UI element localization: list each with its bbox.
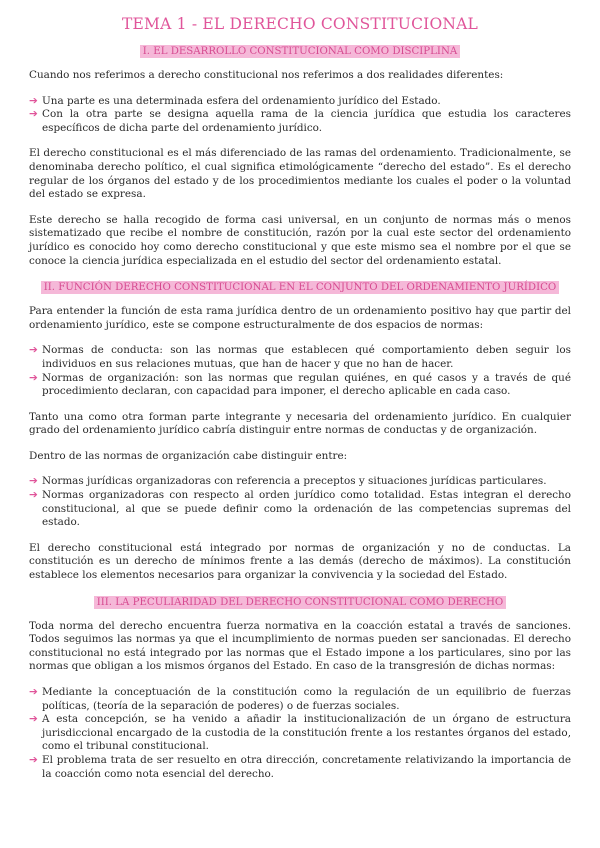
document-title: TEMA 1 - EL DERECHO CONSTITUCIONAL	[121, 15, 479, 33]
list-item: ➔ El problema trata de ser resuelto en otra dirección, concretamente relativizando la importancia de la coacción como nota esencial del derecho.	[29, 753, 571, 780]
arrow-icon: ➔	[29, 475, 38, 488]
arrow-icon: ➔	[29, 371, 38, 384]
list-item: ➔ A esta concepción, se ha venido a añadir la institucionalización de un órgano de estructura jurisdiccional encargado de la custodia de la constitución frente a los restantes órganos del estado, como el tribunal constitucional.	[29, 713, 571, 753]
arrow-icon: ➔	[29, 753, 38, 766]
paragraph: Este derecho se halla recogido de forma casi universal, en un conjunto de normas más o menos sistematizado que recibe el nombre de constitución, razón por la cual este sector del ordenamiento jurídico es conocido hoy como derecho constitucional y que este mismo sea el nombre por el que se conoce la ciencia jurídica especializada en el estudio del sector del ordenamiento estatal.	[29, 213, 571, 267]
section-heading-2: II. FUNCIÓN DERECHO CONSTITUCIONAL EN EL CONJUNTO DEL ORDENAMIENTO JURÍDICO	[29, 280, 571, 295]
paragraph: Dentro de las normas de organización cabe distinguir entre:	[29, 449, 348, 462]
bullet-list	[29, 95, 571, 136]
bullet-list	[29, 686, 571, 781]
arrow-icon: ➔	[29, 713, 38, 726]
list-item: ➔ Mediante la conceptuación de la constitución como la regulación de un equilibrio de fuerzas políticas, (teoría de la separación de poderes) o de fuerzas sociales.	[29, 686, 571, 712]
list-item: ➔ Una parte es una determinada esfera del ordenamiento jurídico del Estado.	[29, 94, 441, 107]
paragraph: Para entender la función de esta rama jurídica dentro de un ordenamiento positivo hay que partir del ordenamiento jurídico, este se compone estructuralmente de dos espacios de normas:	[29, 305, 571, 331]
paragraph: Cuando nos referimos a derecho constitucional nos referimos a dos realidades diferentes:	[29, 69, 504, 81]
paragraph: El derecho constitucional está integrado por normas de organización y no de conductas. La constitución es un derecho de mínimos frente a las demás (derecho de máximos). La constitución establece los elementos necesarios para organizar la convivencia y la sociedad del Estado.	[29, 541, 571, 582]
arrow-icon: ➔	[29, 94, 38, 107]
section-heading-3: III. LA PECULIARIDAD DEL DERECHO CONSTITUCIONAL COMO DERECHO	[29, 595, 571, 610]
arrow-icon: ➔	[29, 489, 38, 502]
list-item: ➔ Normas jurídicas organizadoras con referencia a preceptos y situaciones jurídicas particulares.	[29, 475, 547, 488]
list-item: ➔ Normas de conducta: son las normas que establecen qué comportamiento deben seguir los individuos en sus relaciones mutuas, que han de hacer y que no han de hacer.	[29, 344, 571, 370]
arrow-icon: ➔	[29, 108, 38, 121]
paragraph: El derecho constitucional es el más diferenciado de las ramas del ordenamiento. Tradicionalmente, se denominaba derecho político, el cual significa etimológicamente “derecho del estado”. Es el derecho regular de los órganos del estado y de los procedimientos mediante los cuales el poder o la voluntad del estado se expresa.	[29, 147, 571, 201]
list-item: ➔ Normas de organización: son las normas que regulan quiénes, en qué casos y a través de qué procedimiento declaran, con capacidad para imponer, el derecho aplicable en cada caso.	[29, 371, 571, 398]
arrow-icon: ➔	[29, 344, 38, 357]
paragraph: Toda norma del derecho encuentra fuerza normativa en la coacción estatal a través de sanciones. Todos seguimos las normas ya que el incumplimiento de normas pueden ser sancionadas. El derecho constitucional no está integrado por las normas que el Estado impone a los particulares, sino por las normas que obligan a los mismos órganos del Estado. En caso de la transgresión de dichas normas:	[29, 619, 571, 673]
bullet-list	[29, 475, 571, 529]
arrow-icon: ➔	[29, 686, 38, 698]
section-heading-1: I. EL DESARROLLO CONSTITUCIONAL COMO DISCIPLINA	[29, 44, 571, 59]
bullet-list	[29, 344, 571, 398]
list-item: ➔ Con la otra parte se designa aquella rama de la ciencia jurídica que estudia los caracteres específicos de dicha parte del ordenamiento jurídico.	[29, 108, 571, 134]
paragraph: Tanto una como otra forman parte integrante y necesaria del ordenamiento jurídico. En cualquier grado del ordenamiento jurídico cabría distinguir entre normas de conductas y de organización.	[29, 410, 571, 437]
list-item: ➔ Normas organizadoras con respecto al orden jurídico como totalidad. Estas integran el derecho constitucional, al que se puede definir como la ordenación de las competencias supremas del estado.	[29, 489, 571, 529]
